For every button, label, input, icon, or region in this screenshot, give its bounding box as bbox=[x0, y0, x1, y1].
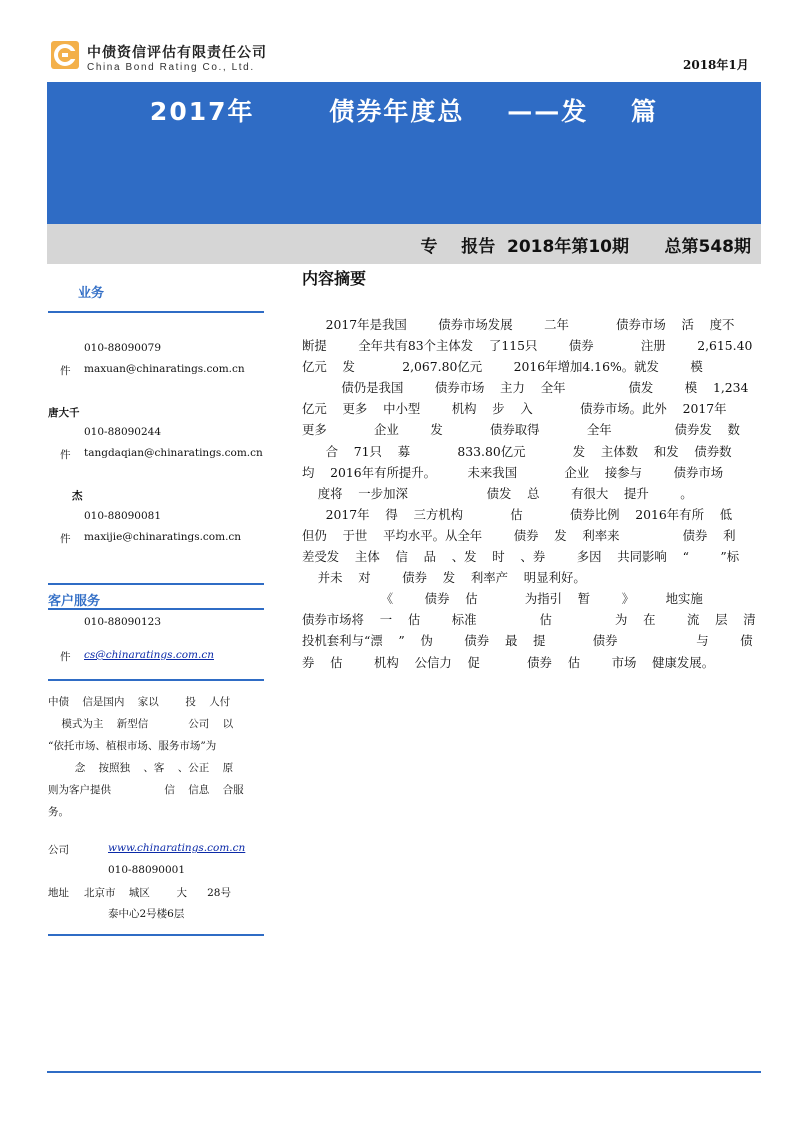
analyst-email[interactable]: tangdaqian@chinaratings.com.cn bbox=[84, 447, 263, 459]
email-label: 件 bbox=[60, 651, 71, 663]
analyst-tel: 010-88090244 bbox=[84, 426, 162, 438]
summary-line: 差受发 主体 信 品 、发 时 、券 多因 共同影响 “ ”标 bbox=[302, 549, 740, 565]
divider bbox=[48, 311, 264, 313]
summary-line: 2017年是我国 债券市场发展 二年 债券市场 活 度不 bbox=[302, 317, 735, 332]
divider bbox=[48, 583, 264, 585]
summary-line: 断提 全年共有83个主体发 了115只 债券 注册 2,615.40 bbox=[302, 338, 753, 354]
divider bbox=[48, 608, 264, 610]
about-line: 模式为主 新型信 公司 以 bbox=[48, 718, 234, 730]
summary-line: 投机套利与“漂 ” 伪 债券 最 提 债券 与 债 bbox=[302, 633, 753, 649]
about-line: 则为客户提供 信 信息 合服 bbox=[48, 784, 244, 796]
issue-bar bbox=[47, 224, 761, 264]
about-line: 务。 bbox=[48, 806, 69, 818]
issue-number: 专 报告 2018年第10期 总第548期 bbox=[420, 237, 751, 257]
about-line: 中债 信是国内 家以 投 人付 bbox=[48, 696, 231, 708]
summary-section bbox=[302, 266, 762, 673]
summary-line: 券 估 机构 公信力 促 债券 估 市场 健康发展。 bbox=[302, 654, 715, 670]
summary-line: 债券市场将 一 估 标准 估 为 在 流 层 清 bbox=[302, 612, 756, 628]
analyst-tel: 010-88090079 bbox=[84, 342, 162, 354]
divider bbox=[48, 679, 264, 681]
email-label: 件 bbox=[60, 449, 71, 461]
summary-line: 2017年 得 三方机构 估 债券比例 2016年有所 低 bbox=[302, 506, 733, 522]
company-name-en: China Bond Rating Co., Ltd. bbox=[87, 62, 255, 73]
about-line: 念 按照独 、客 、公正 原 bbox=[48, 762, 234, 774]
address-label: 地址 bbox=[48, 887, 69, 899]
service-tel: 010-88090123 bbox=[84, 616, 162, 628]
analyst-tel: 010-88090081 bbox=[84, 510, 162, 522]
analyst-name: 唐大千 bbox=[48, 407, 80, 419]
company-tel: 010-88090001 bbox=[108, 864, 186, 876]
company-name-cn: 中债资信评估有限责任公司 bbox=[87, 45, 267, 61]
analyst-email[interactable]: maxuan@chinaratings.com.cn bbox=[84, 363, 245, 375]
service-title: 客户服务 bbox=[48, 594, 101, 609]
summary-line: 《 债券 估 为指引 暂 》 地实施 bbox=[302, 591, 703, 607]
site-label: 公司 bbox=[48, 844, 69, 856]
summary-title: 内容摘要 bbox=[302, 269, 367, 288]
email-label: 件 bbox=[60, 365, 71, 377]
service-email-link[interactable]: cs@chinaratings.com.cn bbox=[84, 649, 214, 661]
email-label: 件 bbox=[60, 533, 71, 545]
address-line: 泰中心2号楼6层 bbox=[108, 908, 185, 920]
analysts-title: 业务 bbox=[78, 286, 105, 301]
site-link[interactable]: www.chinaratings.com.cn bbox=[108, 842, 246, 854]
report-date: 2018年1月 bbox=[683, 58, 749, 72]
summary-line: 债仍是我国 债券市场 主力 全年 债发 模 1,234 bbox=[302, 380, 749, 396]
analyst-email[interactable]: maxijie@chinaratings.com.cn bbox=[84, 531, 242, 543]
summary-line: 合 71只 募 833.80亿元 发 主体数 和发 债券数 bbox=[302, 443, 732, 459]
summary-line: 亿元 更多 中小型 机构 步 入 债券市场。此外 2017年 bbox=[302, 401, 727, 417]
address-line: 北京市 城区 大 28号 bbox=[84, 887, 231, 899]
title-banner bbox=[47, 82, 761, 224]
summary-line: 但仍 于世 平均水平。从全年 债券 发 利率来 债券 利 bbox=[302, 527, 736, 543]
summary-line: 均 2016年有所提升。 未来我国 企业 接参与 债券市场 bbox=[302, 464, 724, 480]
about-line: “依托市场、植根市场、服务市场”为 bbox=[48, 740, 217, 752]
analyst-name: 杰 bbox=[72, 490, 83, 502]
report-title: 2017年 债券年度总 ——发 篇 bbox=[149, 97, 659, 126]
summary-line: 并未 对 债券 发 利率产 明显利好。 bbox=[302, 570, 586, 586]
summary-line: 度将 一步加深 债发 总 有很大 提升 。 bbox=[302, 485, 693, 501]
divider bbox=[48, 934, 264, 936]
summary-line: 亿元 发 2,067.80亿元 2016年增加4.16%。就发 模 bbox=[302, 359, 703, 375]
summary-line: 更多 企业 发 债券取得 全年 债券发 数 bbox=[302, 422, 740, 438]
footer-divider bbox=[47, 1071, 761, 1073]
china-bond-logo-icon bbox=[50, 40, 80, 70]
